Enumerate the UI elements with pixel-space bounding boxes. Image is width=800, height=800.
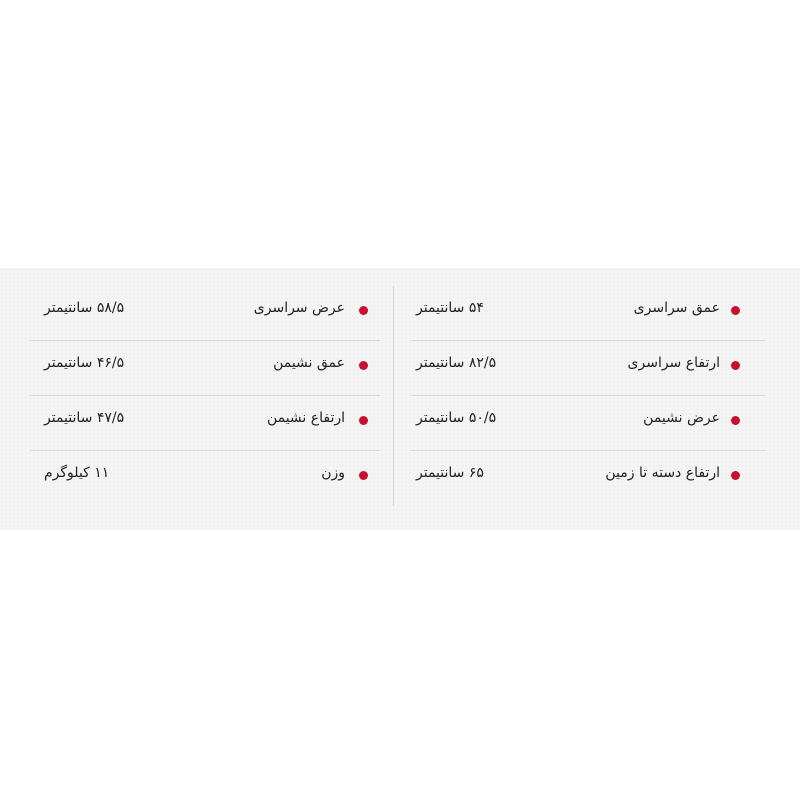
- spec-row: [30, 451, 380, 506]
- spec-label: عمق سراسری: [633, 300, 720, 316]
- spec-value: ۴۶/۵ سانتیمتر: [44, 355, 125, 371]
- spec-value: ۵۰/۵ سانتیمتر: [416, 410, 497, 426]
- spec-label: وزن: [321, 465, 345, 481]
- spec-row: [30, 341, 380, 396]
- spec-row: [30, 396, 380, 451]
- spec-value: ۱۱ کیلوگرم: [44, 465, 110, 481]
- spec-row: [410, 341, 765, 396]
- spec-label: ارتفاع نشیمن: [266, 410, 345, 426]
- spec-value: ۵۸/۵ سانتیمتر: [44, 300, 125, 316]
- spec-column-left: [30, 286, 380, 506]
- spec-value: ۴۷/۵ سانتیمتر: [44, 410, 125, 426]
- specifications-panel: [0, 268, 800, 530]
- spec-row: [410, 396, 765, 451]
- spec-label: ارتفاع دسته تا زمین: [605, 465, 720, 481]
- bullet-icon: [731, 361, 740, 370]
- bullet-icon: [731, 306, 740, 315]
- spec-row: [30, 286, 380, 341]
- bullet-icon: [359, 361, 368, 370]
- bullet-icon: [359, 306, 368, 315]
- column-divider: [393, 286, 394, 506]
- spec-row: [410, 286, 765, 341]
- bullet-icon: [731, 416, 740, 425]
- bullet-icon: [359, 416, 368, 425]
- bullet-icon: [359, 471, 368, 480]
- spec-value: ۸۲/۵ سانتیمتر: [416, 355, 497, 371]
- spec-label: عرض نشیمن: [643, 410, 720, 426]
- spec-value: ۵۴ سانتیمتر: [416, 300, 484, 316]
- spec-label: عرض سراسری: [253, 300, 345, 316]
- spec-label: عمق نشیمن: [273, 355, 345, 371]
- spec-row: [410, 451, 765, 506]
- spec-column-right: [410, 286, 765, 506]
- bullet-icon: [731, 471, 740, 480]
- spec-value: ۶۵ سانتیمتر: [416, 465, 484, 481]
- spec-label: ارتفاع سراسری: [627, 355, 720, 371]
